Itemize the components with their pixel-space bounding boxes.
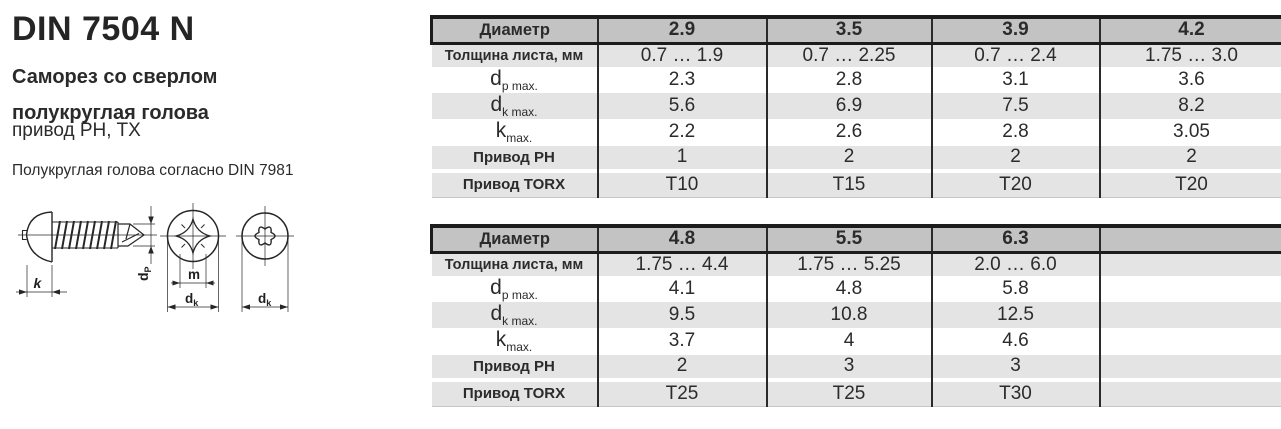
value-cell: 1.75 … 3.0: [1100, 43, 1281, 67]
value-cell: 4.6: [932, 328, 1100, 354]
value-cell: 7.5: [932, 93, 1100, 119]
value-cell: [1100, 382, 1281, 407]
value-cell: [1100, 328, 1281, 354]
value-cell: 3: [767, 355, 932, 378]
value-cell: T10: [598, 173, 767, 198]
spec-table-small-diameters: [430, 15, 1281, 198]
diameter-header-label: Диаметр: [432, 17, 598, 43]
value-cell: 3.05: [1100, 119, 1281, 145]
table-row: [432, 355, 1281, 378]
value-cell: T15: [767, 173, 932, 198]
table-row: [432, 67, 1281, 93]
row-label: $k_{max.}$: [432, 119, 598, 145]
diameter-value: 3.5: [767, 17, 932, 43]
value-cell: 2.8: [767, 67, 932, 93]
diameter-value: 3.9: [932, 17, 1100, 43]
value-cell: 10.8: [767, 302, 932, 328]
value-cell: 2.3: [598, 67, 767, 93]
diameter-header-label: Диаметр: [432, 226, 598, 252]
table-header-row: [432, 17, 1281, 43]
value-cell: 3.1: [932, 67, 1100, 93]
row-label: Привод TORX: [432, 173, 598, 198]
row-label: Привод PH: [432, 146, 598, 169]
value-cell: T20: [1100, 173, 1281, 198]
value-cell: 1: [598, 146, 767, 169]
value-cell: [1100, 276, 1281, 302]
value-cell: 5.6: [598, 93, 767, 119]
value-cell: 2: [767, 146, 932, 169]
value-cell: 2.8: [932, 119, 1100, 145]
value-cell: 0.7 … 2.25: [767, 43, 932, 67]
row-label: Толщина листа, мм: [432, 43, 598, 67]
table-row: [432, 43, 1281, 67]
table-row: [432, 119, 1281, 145]
value-cell: 6.9: [767, 93, 932, 119]
screw-head-side: [23, 212, 53, 262]
table-row: [432, 93, 1281, 119]
dk-label-tx: $d_k$: [258, 291, 272, 308]
dk-label-ph: $d_k$: [185, 291, 199, 308]
diameter-value: 6.3: [932, 226, 1100, 252]
table-row: [432, 252, 1281, 276]
page-title: DIN 7504 N: [12, 10, 195, 48]
table-row: [432, 173, 1281, 198]
screw-technical-drawing: [15, 190, 315, 330]
dp-label: $d_P$: [135, 266, 153, 281]
row-label: $d_{k max.}$: [432, 93, 598, 119]
head-standard-note: Полукруглая голова согласно DIN 7981: [12, 162, 294, 179]
value-cell: 1.75 … 5.25: [767, 252, 932, 276]
value-cell: 4.8: [767, 276, 932, 302]
table-row: [432, 146, 1281, 169]
diameter-value: [1100, 226, 1281, 252]
value-cell: 4.1: [598, 276, 767, 302]
value-cell: 5.8: [932, 276, 1100, 302]
value-cell: 8.2: [1100, 93, 1281, 119]
table-row: [432, 328, 1281, 354]
m-label: m: [188, 267, 201, 282]
table-header-row: [432, 226, 1281, 252]
drive-type-note: привод PH, TX: [12, 120, 141, 141]
row-label: $d_{p max.}$: [432, 67, 598, 93]
diameter-value: 4.2: [1100, 17, 1281, 43]
k-dimension: [16, 265, 67, 297]
diameter-value: 5.5: [767, 226, 932, 252]
row-label: $k_{max.}$: [432, 328, 598, 354]
value-cell: 3.7: [598, 328, 767, 354]
value-cell: 9.5: [598, 302, 767, 328]
value-cell: 1.75 … 4.4: [598, 252, 767, 276]
row-label: Привод PH: [432, 355, 598, 378]
subtitle-line-1: Саморез со сверлом: [12, 66, 218, 88]
row-label: $d_{k max.}$: [432, 302, 598, 328]
value-cell: 2.0 … 6.0: [932, 252, 1100, 276]
value-cell: 2.6: [767, 119, 932, 145]
table-row: [432, 276, 1281, 302]
value-cell: [1100, 302, 1281, 328]
diameter-value: 2.9: [598, 17, 767, 43]
value-cell: 4: [767, 328, 932, 354]
value-cell: T20: [932, 173, 1100, 198]
spec-table-large-diameters: [430, 224, 1281, 407]
value-cell: 0.7 … 2.4: [932, 43, 1100, 67]
value-cell: [1100, 252, 1281, 276]
left-info-panel: [12, 0, 422, 429]
value-cell: 3: [932, 355, 1100, 378]
table-row: [432, 382, 1281, 407]
diameter-value: 4.8: [598, 226, 767, 252]
value-cell: 3.6: [1100, 67, 1281, 93]
value-cell: [1100, 355, 1281, 378]
subtitle-line-2: полукруглая голова: [12, 102, 209, 124]
value-cell: T25: [598, 382, 767, 407]
value-cell: 2: [1100, 146, 1281, 169]
row-label: $d_{p max.}$: [432, 276, 598, 302]
table-row: [432, 302, 1281, 328]
value-cell: 2.2: [598, 119, 767, 145]
value-cell: 2: [932, 146, 1100, 169]
row-label: Толщина листа, мм: [432, 252, 598, 276]
value-cell: T30: [932, 382, 1100, 407]
row-label: Привод TORX: [432, 382, 598, 407]
value-cell: 12.5: [932, 302, 1100, 328]
tx-head-view: [236, 206, 294, 266]
value-cell: T25: [767, 382, 932, 407]
k-label: k: [33, 275, 42, 291]
value-cell: 0.7 … 1.9: [598, 43, 767, 67]
ph-head-view: [160, 203, 226, 269]
value-cell: 2: [598, 355, 767, 378]
